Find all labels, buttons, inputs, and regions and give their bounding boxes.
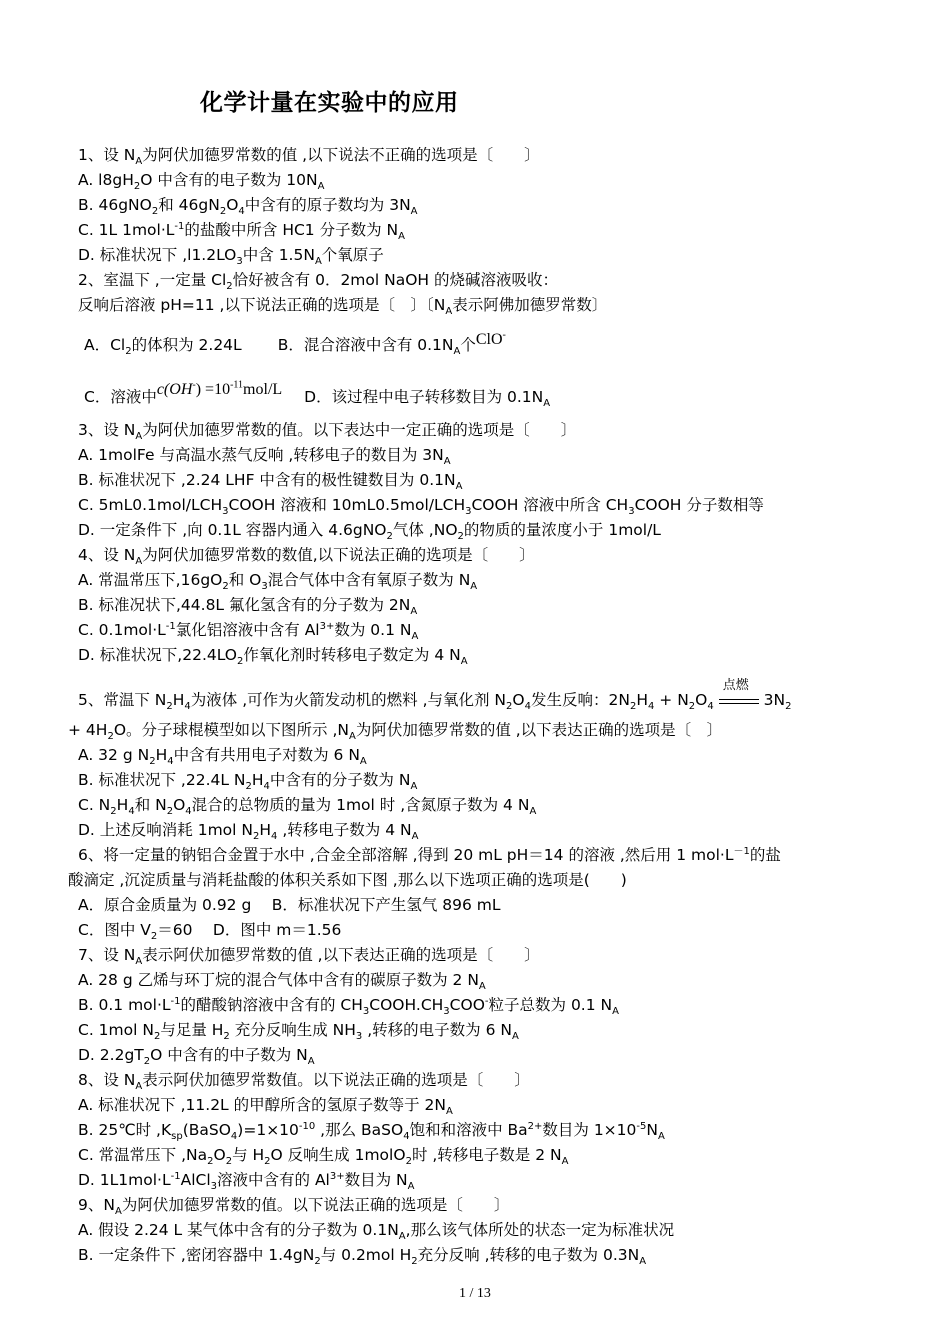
q8-option-a: A. 标准状况下 ,11.2L 的甲醇所含的氢原子数等于 $2N_A$: [78, 1096, 453, 1118]
question-1: 1、设 $N_A$为阿伏加德罗常数的值 ,以下说法不正确的选项是〔 〕: [78, 146, 540, 168]
q3-option-a: A. 1molFe 与高温水蒸气反响 ,转移电子的数目为 $3N_A$: [78, 446, 451, 468]
q1-option-a: A. $l8gH_2O$ 中含有的电子数为 $10N_A$: [78, 171, 325, 193]
q5-option-c: C. $N_2H_4$和 $N_2O_4$混合的总物质的量为 1mol 时 ,含氮原子数为 4 $N_A$: [78, 796, 537, 818]
question-9: 9、$N_A$为阿伏加德罗常数的值。以下说法正确的选项是〔 〕: [78, 1196, 510, 1218]
q8-option-b: B. 25℃时 $,K_{sp}(BaSO_4)=1\times 10^{-10}$ ,那么 BaSO$_4$饱和和溶液中 $Ba^{2+}$数目为 $1\times 10^{-5}N_A$: [78, 1120, 665, 1143]
question-5-cont: + $4H_2O$。分子球棍模型如以下图所示 $,N_A$为阿伏加德罗常数的值 ,以下表达正确的选项是〔 〕: [68, 721, 723, 743]
q5-option-a: A. 32 g $N_2H_4$中含有共用电子对数为 6 $N_A$: [78, 746, 367, 768]
q2-options-cd: C．溶液中$c(OH^-) =10^{-11}mol/L$ D．该过程中电子转移数目为 $0.1N_A$: [84, 379, 551, 410]
question-3: 3、设 $N_A$为阿伏加德罗常数的值。以下表达中一定正确的选项是〔 〕: [78, 421, 577, 443]
question-8: 8、设 $N_A$表示阿伏加德罗常数值。以下说法正确的选项是〔 〕: [78, 1071, 530, 1093]
question-2: 2、室温下 ,一定量 $Cl_2$恰好被含有 0．2mol NaOH 的烧碱溶液吸收：: [78, 271, 558, 293]
question-5: 5、常温下 $N_2H_4$为液体 ,可作为火箭发动机的燃料 ,与氧化剂 $N_2O_4$发生反响：$2N_2H_4 + N_2O_4$ 点燃 $3N_2$: [78, 677, 792, 713]
q8-option-d: D. $1L1mol\cdot L^{-1}AlCl_3$溶液中含有的 $Al^{3+}$数目为 $N_A$: [78, 1170, 415, 1193]
q1-option-d: D. 标准状况下 $,l1.2LO_3$中含 $1.5N_A$个氧原子: [78, 246, 384, 268]
q7-option-c: C. 1mol $N_2$与足量 $H_2$ 充分反响生成 $NH_3$ ,转移的电子数为 6 $N_A$: [78, 1021, 519, 1043]
q1-option-b: B. 46gNO$_2$和 $46gN_2O_4$中含有的原子数均为 $3N_A$: [78, 196, 418, 218]
q6-options-cd: C．图中 $V_2=60$ D．图中 m＝1.56: [78, 921, 342, 943]
q4-option-c: C. $0.1mol\cdot L^{-1}$氯化铝溶液中含有 $Al^{3+}$数为 0.1 $N_A$: [78, 620, 419, 643]
question-7: 7、设 $N_A$表示阿伏加德罗常数的值 ,以下表达正确的选项是〔 〕: [78, 946, 540, 968]
q5-option-b: B. 标准状况下 ,22.4L $N_2H_4$中含有的分子数为 $N_A$: [78, 771, 418, 793]
q1-option-c: C. 1L $1mol\cdot L^{-1}$的盐酸中所含 HC1 分子数为 $N_A$: [78, 220, 405, 243]
page-title: 化学计量在实验中的应用: [200, 90, 459, 116]
question-2-cont: 反响后溶液 pH=11 ,以下说法正确的选项是〔 〕〔$N_A$表示阿佛加德罗常数〕: [78, 296, 608, 318]
q8-option-c: C. 常温常压下 $,Na_2O_2$与 $H_2O$ 反响生成 1molO$_2$时 ,转移电子数是 2 $N_A$: [78, 1146, 569, 1168]
ignite-condition-arrow: 点燃: [719, 691, 759, 711]
q7-option-b: B. 0.1 $mol\cdot L^{-1}$的醋酸钠溶液中含有的 $CH_3COOH.CH_3COO^-$粒子总数为 0.1 $N_A$: [78, 995, 619, 1018]
q9-option-b: B. 一定条件下 ,密闭容器中 $1.4gN_2$与 0.2mol $H_2$充分反响 ,转移的电子数为 $0.3N_A$: [78, 1246, 647, 1268]
q3-option-d: D. 一定条件下 ,向 0.1L 容器内通入 4.6gNO$_2$气体 $,NO_2$的物质的量浓度小于 1mol/L: [78, 521, 661, 543]
q6-options-ab: A．原合金质量为 0.92 g B．标准状况下产生氢气 896 mL: [78, 896, 501, 914]
question-4: 4、设 $N_A$为阿伏加德罗常数的数值,以下说法正确的选项是〔 〕: [78, 546, 535, 568]
q7-option-a: A. 28 g 乙烯与环丁烷的混合气体中含有的碳原子数为 2 $N_A$: [78, 971, 486, 993]
q2-options-ab: A．$Cl_2$的体积为 2.24L B．混合溶液中含有 $0.1N_A$个ClO-: [84, 329, 506, 358]
question-6: 6、将一定量的钠铝合金置于水中 ,合金全部溶解 ,得到 20 mL pH＝14 的溶液 ,然后用 1 $mol\cdot L^{-1}$的盐: [78, 845, 781, 864]
q4-option-d: D. 标准状况下$,22.4LO_2$作氧化剂时转移电子数定为 4 $N_A$: [78, 646, 468, 668]
question-6-cont: 酸滴定 ,沉淀质量与消耗盐酸的体积关系如下图 ,那么以下选项正确的选项是( ): [68, 871, 627, 889]
q4-option-a: A. 常温常压下$,16gO_2$和 $O_3$混合气体中含有氧原子数为 $N_A$: [78, 571, 478, 593]
q7-option-d: D. $2.2gT_2O$ 中含有的中子数为 $N_A$: [78, 1046, 315, 1068]
q9-option-a: A. 假设 2.24 L 某气体中含有的分子数为 $0.1N_A$,那么该气体所处的状态一定为标准状况: [78, 1221, 675, 1243]
page-number: 1 / 13: [459, 1286, 491, 1301]
q3-option-c: C. $5mL0.1mol/LCH_3COOH$ 溶液和 $10mL0.5mol/LCH_3COOH$ 溶液中所含 $CH_3COOH$ 分子数相等: [78, 496, 764, 518]
q5-option-d: D. 上述反响消耗 1mol $N_2H_4$ ,转移电子数为 4 $N_A$: [78, 821, 419, 843]
q3-option-b: B. 标准状况下 ,2.24 LHF 中含有的极性键数目为 $0.1N_A$: [78, 471, 463, 493]
q4-option-b: B. 标准况状下,44.8L 氟化氢含有的分子数为 $2N_A$: [78, 596, 418, 618]
